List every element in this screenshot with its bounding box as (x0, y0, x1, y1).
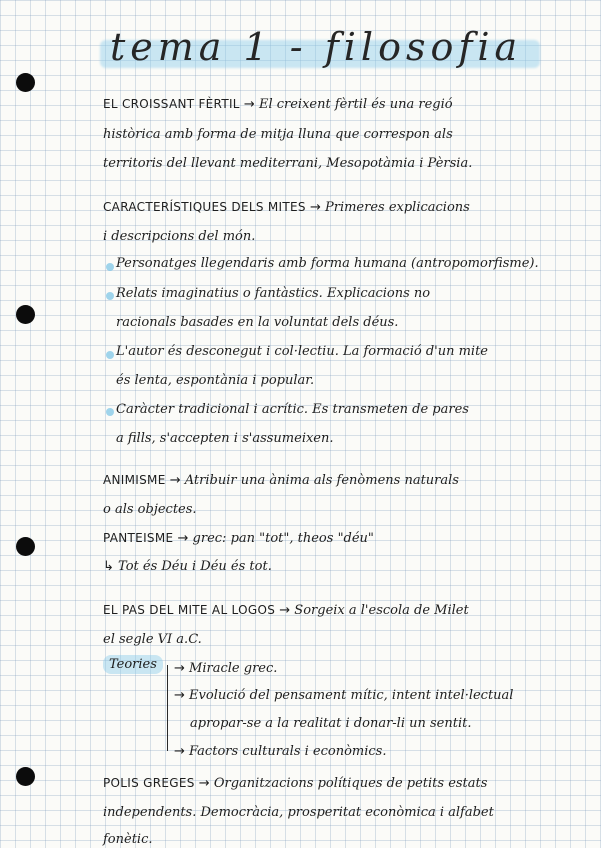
mites-text-1: Primeres explicacions (324, 200, 470, 215)
panteisme-line-1 (103, 531, 374, 546)
mites-bullet-3a: L'autor és desconegut i col·lectiu. La formació d'un mite (116, 344, 488, 359)
bullet-icon (106, 263, 114, 271)
mites-bullet-1: Personatges llegendaris amb forma humana (antropomorfisme). (116, 256, 539, 271)
teories-line-1 (174, 661, 277, 676)
arrow-icon: → (174, 661, 185, 676)
polis-text-2: independents. Democràcia, prosperitat econòmica i alfabet (103, 805, 494, 820)
croissant-text-3: territoris del llevant mediterrani, Mesopotàmia i Pèrsia. (103, 156, 473, 171)
croissant-line-1 (103, 97, 453, 112)
mites-heading: CARACTERÍSTIQUES DELS MITES (103, 200, 306, 214)
bullet-icon (106, 351, 114, 359)
croissant-heading: EL CROISSANT FÈRTIL (103, 97, 240, 111)
panteisme-line-2 (103, 559, 272, 574)
logos-line-1 (103, 603, 469, 618)
binder-hole-2 (16, 305, 35, 324)
animisme-text-1: Atribuir una ànima als fenòmens naturals (184, 473, 459, 488)
teories-bracket (167, 665, 176, 751)
panteisme-heading: PANTEISME (103, 531, 174, 545)
sub-arrow-icon: ↳ (103, 559, 114, 574)
bullet-icon (106, 292, 114, 300)
teories-text-2b: apropar-se a la realitat i donar-li un sentit. (190, 716, 472, 731)
arrow-icon: → (174, 688, 185, 703)
arrow-icon: → (309, 200, 321, 215)
panteisme-text-1: grec: pan "tot", theos "déu" (192, 531, 374, 546)
binder-hole-1 (16, 73, 35, 92)
mites-bullet-2a: Relats imaginatius o fantàstics. Explicacions no (116, 286, 431, 301)
polis-line-1 (103, 776, 487, 791)
bullet-icon (106, 408, 114, 416)
animisme-line-1 (103, 473, 459, 488)
panteisme-text-2: Tot és Déu i Déu és tot. (118, 559, 272, 574)
croissant-text-2: històrica amb forma de mitja lluna que correspon als (103, 127, 453, 142)
polis-text-3: fonètic. (103, 832, 153, 847)
teories-text-2a: Evolució del pensament mític, intent intel·lectual (189, 688, 514, 703)
teories-line-3 (174, 744, 386, 759)
page-title: tema 1 - filosofia (110, 25, 523, 69)
polis-text-1: Organitzacions polítiques de petits estats (213, 776, 488, 791)
teories-text-3: Factors culturals i econòmics. (189, 744, 387, 759)
arrow-icon: → (174, 744, 185, 759)
arrow-icon: → (169, 473, 181, 488)
croissant-text-1: El creixent fèrtil és una regió (258, 97, 453, 112)
arrow-icon: → (279, 603, 291, 618)
binder-hole-3 (16, 537, 35, 556)
arrow-icon: → (198, 776, 210, 791)
teories-label: Teories (103, 655, 163, 674)
mites-text-2: i descripcions del món. (103, 229, 256, 244)
teories-line-2 (174, 688, 513, 703)
logos-text-2: el segle VI a.C. (103, 632, 202, 647)
mites-bullet-2b: racionals basades en la voluntat dels déus. (116, 315, 399, 330)
logos-heading: EL PAS DEL MITE AL LOGOS (103, 603, 276, 617)
arrow-icon: → (177, 531, 189, 546)
mites-line-1 (103, 200, 470, 215)
animisme-text-2: o als objectes. (103, 502, 197, 517)
logos-text-1: Sorgeix a l'escola de Milet (294, 603, 469, 618)
mites-bullet-4a: Caràcter tradicional i acrític. Es transmeten de pares (116, 402, 469, 417)
teories-text-1: Miracle grec. (189, 661, 278, 676)
polis-heading: POLIS GREGES (103, 776, 195, 790)
mites-bullet-4b: a fills, s'accepten i s'assumeixen. (116, 431, 334, 446)
animisme-heading: ANIMISME (103, 473, 166, 487)
arrow-icon: → (243, 97, 255, 112)
binder-hole-4 (16, 767, 35, 786)
mites-bullet-3b: és lenta, espontània i popular. (116, 373, 315, 388)
